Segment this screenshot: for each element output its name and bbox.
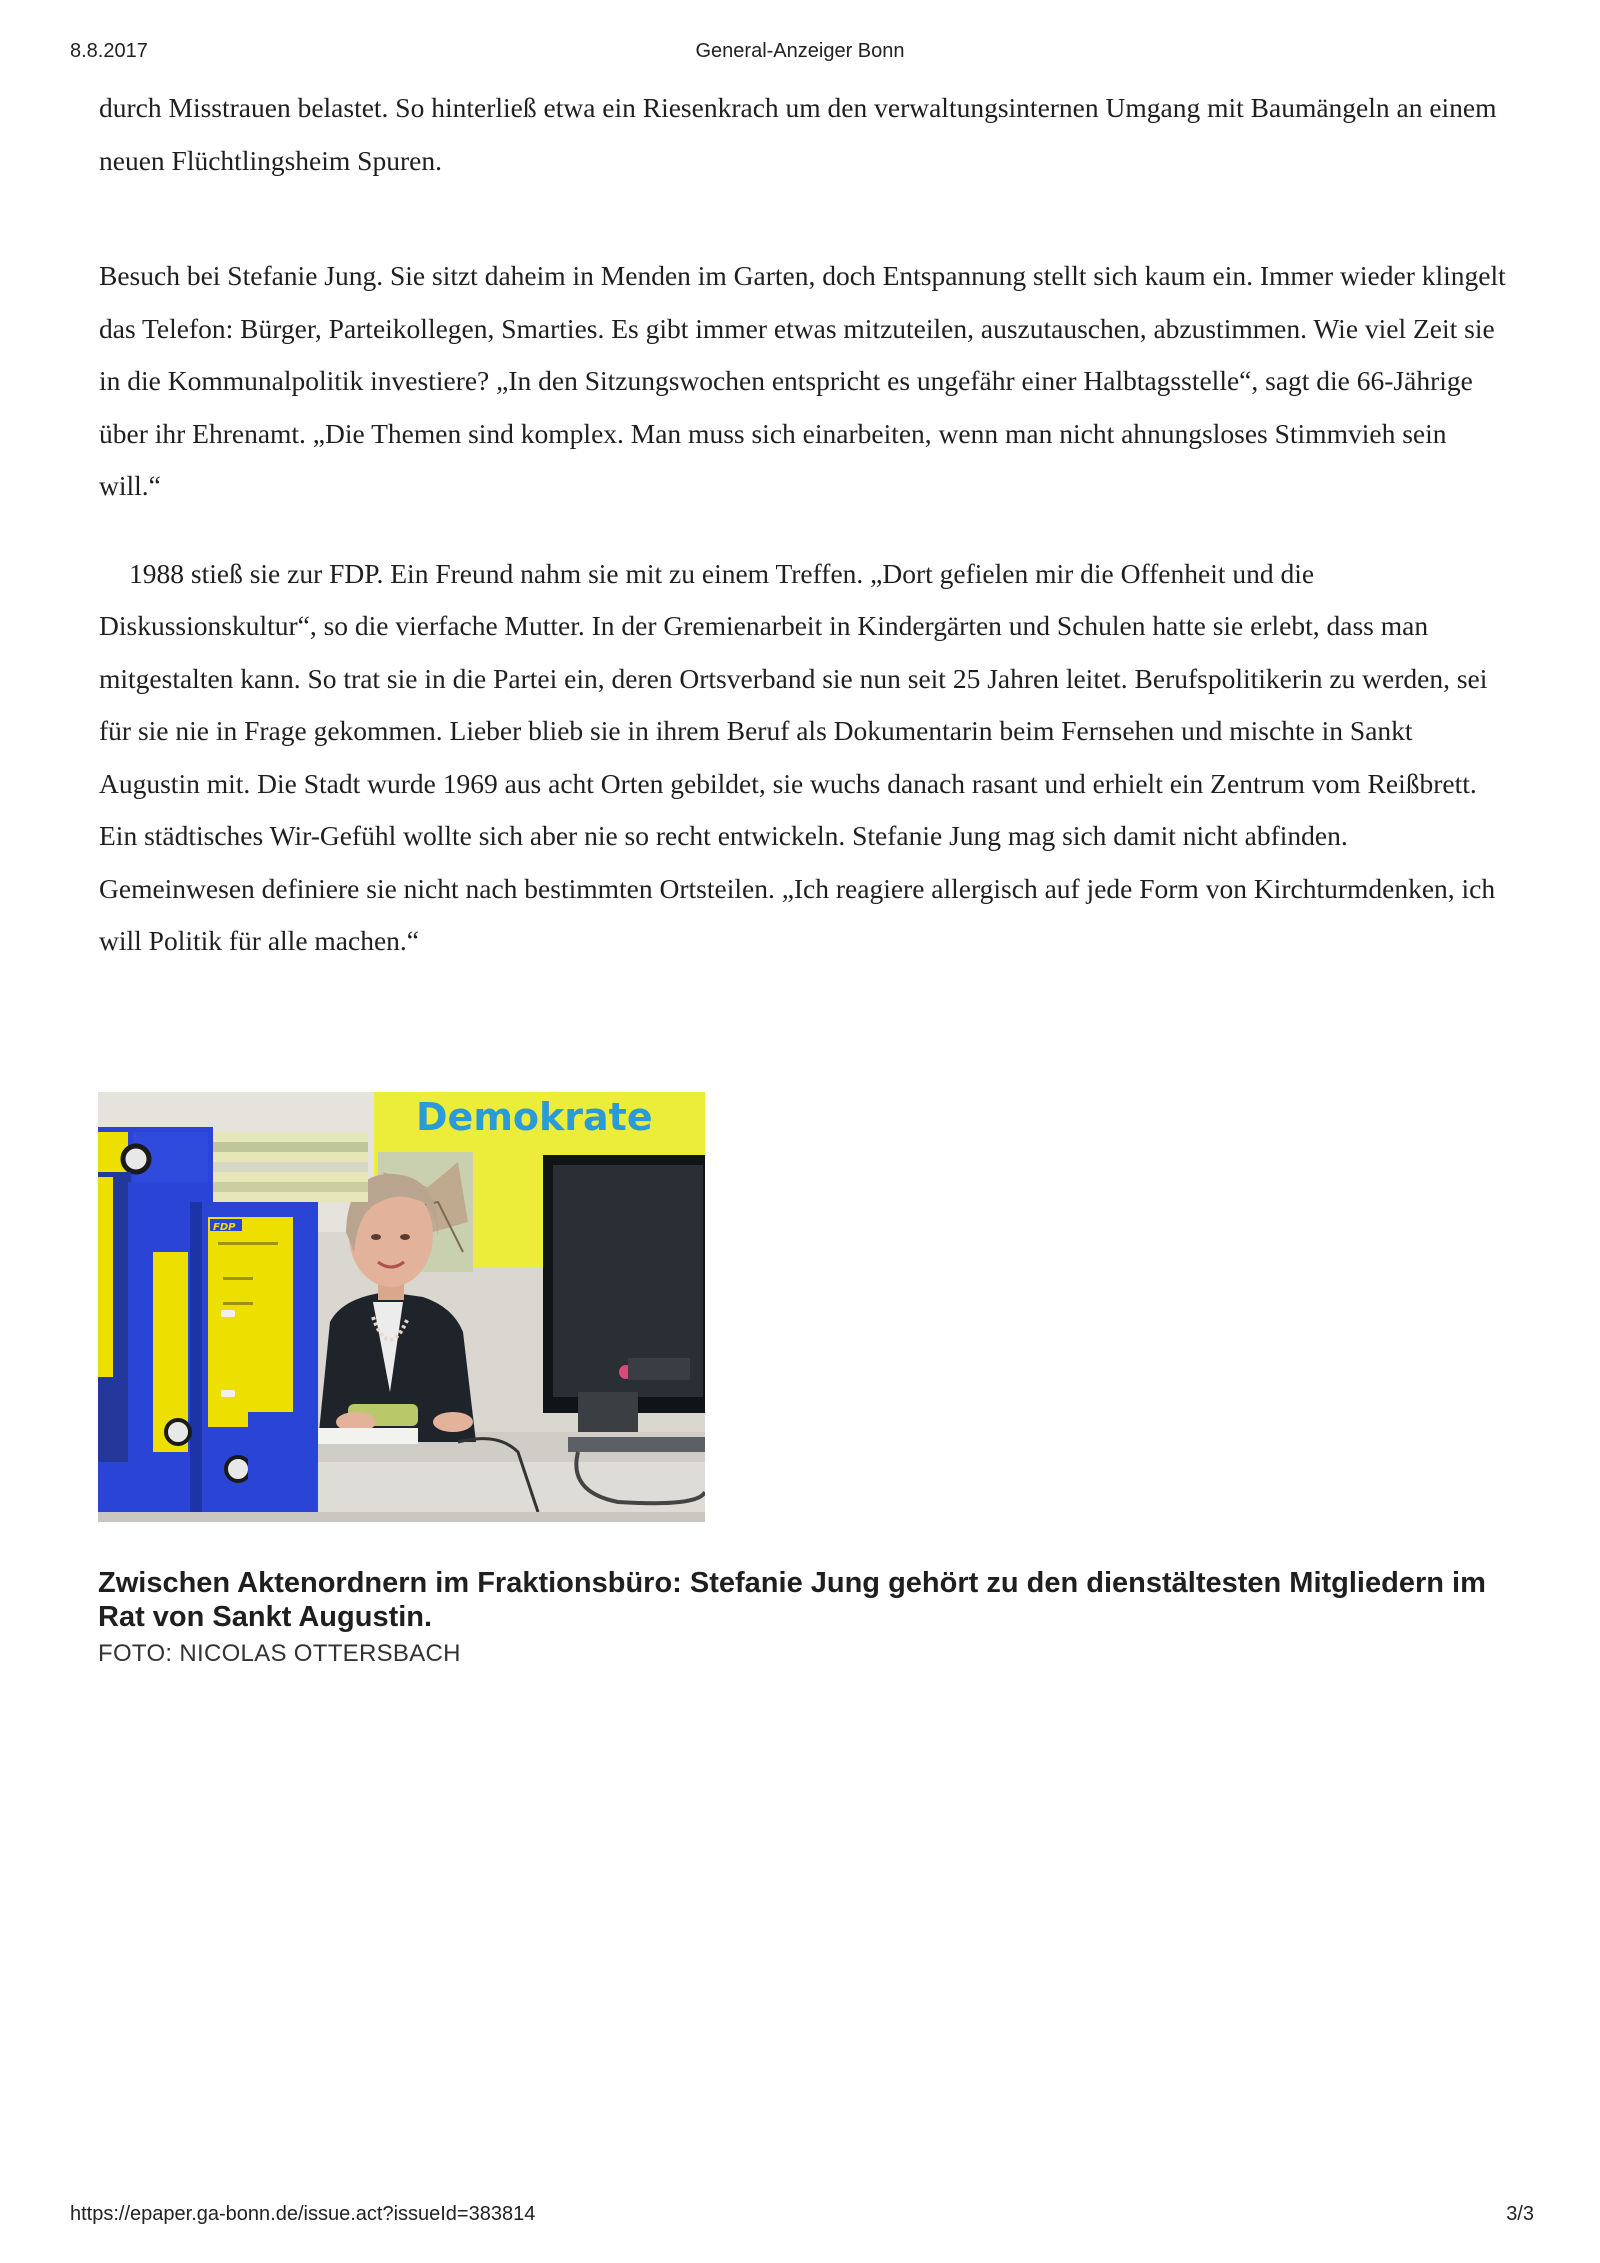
photo-caption: Zwischen Aktenordnern im Fraktionsbüro: Stefanie Jung gehört zu den dienstältesten Mitgliedern im Rat von Sankt Augustin.: [98, 1567, 1486, 1633]
binder-label: FDP: [213, 1222, 236, 1233]
article-paragraph: durch Misstrauen belastet. So hinterließ etwa ein Riesenkrach um den verwaltungsinternen Umgang mit Baumängeln an einem neuen Flüchtlingsheim Spuren.: [99, 92, 1497, 176]
publication-title: General-Anzeiger Bonn: [695, 40, 905, 62]
article-photo: [98, 1092, 705, 1522]
article-paragraph: 1988 stieß sie zur FDP. Ein Freund nahm sie mit zu einem Treffen. „Dort gefielen mir die Offenheit und die Diskussionskultur“, so die vierfache Mutter. In der Gremienarbeit in Kindergärten und Schulen hatte sie erlebt, dass man mitgestalten kann. So trat sie in die Partei ein, deren Ortsverband sie nun seit 25 Jahren leitet. Berufspolitikerin zu werden, sei für sie nie in Frage gekommen. Lieber blieb sie in ihrem Beruf als Dokumentarin beim Fernsehen und mischte in Sankt Augustin mit. Die Stadt wurde 1969 aus acht Orten gebildet, sie wuchs danach rasant und erhielt ein Zentrum vom Reißbrett. Ein städtisches Wir-Gefühl wollte sich aber nie so recht entwickeln. Stefanie Jung mag sich damit nicht abfinden. Gemeinwesen definiere sie nicht nach bestimmten Ortsteilen. „Ich reagiere allergisch auf jede Form von Kirchturmdenken, ich will Politik für alle machen.“: [99, 557, 1496, 956]
print-date: 8.8.2017: [70, 40, 148, 62]
photo-credit: FOTO: NICOLAS OTTERSBACH: [98, 1640, 461, 1667]
source-url: https://epaper.ga-bonn.de/issue.act?issueId=383814: [70, 2203, 536, 2225]
article-body: [99, 82, 1509, 968]
page-number: 3/3: [1506, 2203, 1534, 2225]
article-paragraph: Besuch bei Stefanie Jung. Sie sitzt daheim in Menden im Garten, doch Entspannung stellt sich kaum ein. Immer wieder klingelt das Telefon: Bürger, Parteikollegen, Smarties. Es gibt immer etwas mitzuteilen, auszutauschen, abzustimmen. Wie viel Zeit sie in die Kommunalpolitik investiere? „In den Sitzungswochen entspricht es ungefähr einer Halbtagsstelle“, sagt die 66-Jährige über ihr Ehrenamt. „Die Themen sind komplex. Man muss sich einarbeiten, wenn man nicht ahnungsloses Stimmvieh sein will.“: [99, 260, 1506, 501]
print-header: [0, 40, 1600, 68]
print-footer: [0, 2203, 1600, 2231]
banner-text: Demokrate: [416, 1095, 653, 1139]
